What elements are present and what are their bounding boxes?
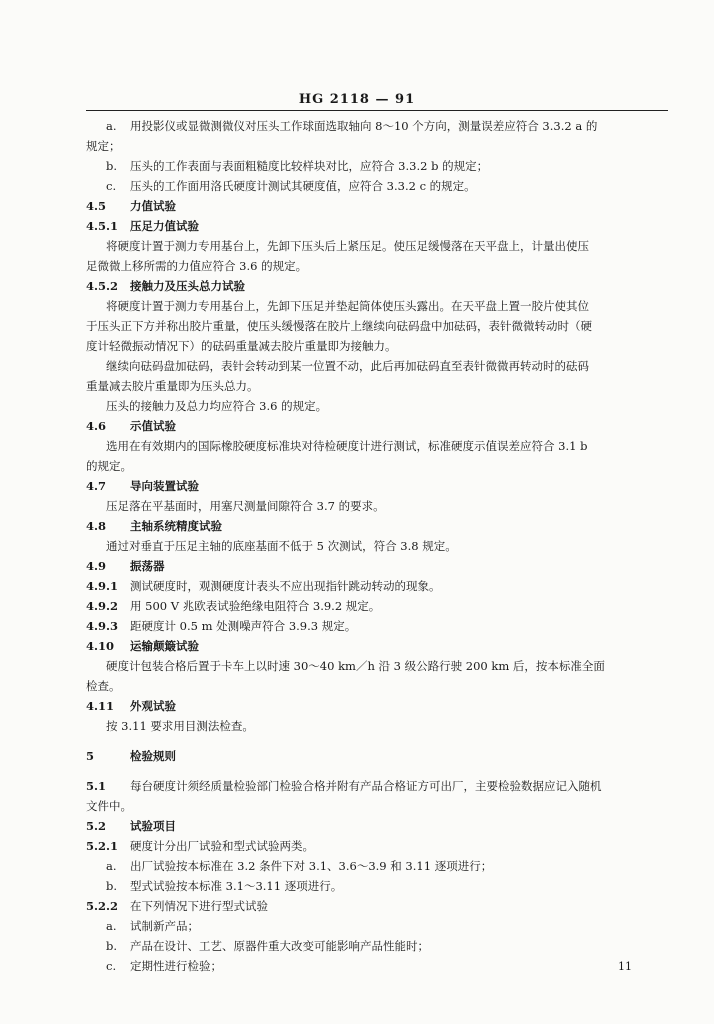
text-line bbox=[106, 939, 429, 953]
text-line bbox=[86, 599, 380, 613]
clause-number: 4.9.1 bbox=[86, 579, 119, 593]
text-line bbox=[86, 519, 222, 533]
clause-text: 用 500 V 兆欧表试验绝缘电阻符合 3.9.2 规定。 bbox=[130, 599, 381, 613]
text-line bbox=[86, 619, 356, 633]
header-rule bbox=[86, 110, 668, 111]
text-line bbox=[86, 779, 602, 793]
clause-number: a. bbox=[106, 119, 117, 133]
text-line bbox=[106, 179, 476, 193]
clause-number: 4.8 bbox=[86, 519, 107, 533]
text-line bbox=[86, 319, 592, 333]
text-line bbox=[86, 899, 268, 913]
text-line bbox=[86, 339, 397, 353]
clause-text: 距硬度计 0.5 m 处测噪声符合 3.9.3 规定。 bbox=[130, 619, 357, 633]
clause-text: 将硬度计置于测力专用基台上，先卸下压足并垫起筒体使压头露出。在天平盘上置一胶片使其位 bbox=[106, 299, 589, 313]
clause-number: 5.2.2 bbox=[86, 899, 119, 913]
clause-text: 压头的接触力及总力均应符合 3.6 的规定。 bbox=[106, 399, 328, 413]
text-line bbox=[106, 499, 385, 513]
clause-text: 通过对垂直于压足主轴的底座基面不低于 5 次测试，符合 3.8 规定。 bbox=[106, 539, 457, 553]
clause-text: 硬度计分出厂试验和型式试验两类。 bbox=[130, 839, 314, 853]
clause-text: 硬度计包装合格后置于卡车上以时速 30～40 km／h 沿 3 级公路行驶 200 km 后，按本标准全面 bbox=[106, 659, 605, 673]
section-heading: 外观试验 bbox=[130, 699, 176, 713]
clause-number: b. bbox=[106, 939, 118, 953]
clause-text: 重量减去胶片重量即为压头总力。 bbox=[86, 379, 259, 393]
section-heading: 试验项目 bbox=[130, 819, 176, 833]
text-line bbox=[106, 959, 222, 973]
clause-number: 4.5 bbox=[86, 199, 107, 213]
section-heading: 导向装置试验 bbox=[130, 479, 199, 493]
clause-text: 按 3.11 要求用目测法检查。 bbox=[106, 719, 254, 733]
clause-number: 4.5.1 bbox=[86, 219, 119, 233]
clause-number: 4.7 bbox=[86, 479, 107, 493]
text-line bbox=[106, 159, 488, 173]
clause-number: 4.9.3 bbox=[86, 619, 119, 633]
clause-number: 4.6 bbox=[86, 419, 107, 433]
text-line bbox=[86, 419, 176, 433]
text-line bbox=[86, 279, 245, 293]
page-number: 11 bbox=[618, 960, 632, 973]
section-heading: 示值试验 bbox=[130, 419, 176, 433]
clause-text: 规定； bbox=[86, 139, 121, 153]
clause-number: 4.11 bbox=[86, 699, 115, 713]
text-line bbox=[106, 359, 589, 373]
text-line bbox=[106, 539, 457, 553]
text-line bbox=[86, 679, 121, 693]
section-heading: 运输颠簸试验 bbox=[130, 639, 199, 653]
clause-number: 5 bbox=[86, 749, 95, 763]
clause-number: 4.10 bbox=[86, 639, 115, 653]
clause-number: c. bbox=[106, 959, 117, 973]
clause-number: b. bbox=[106, 879, 118, 893]
clause-number: 5.2 bbox=[86, 819, 107, 833]
text-line bbox=[86, 199, 176, 213]
clause-text: 压头的工作表面与表面粗糙度比较样块对比，应符合 3.3.2 b 的规定； bbox=[130, 159, 489, 173]
text-line bbox=[106, 859, 492, 873]
clause-number: 4.5.2 bbox=[86, 279, 119, 293]
text-line bbox=[86, 559, 165, 573]
text-line bbox=[106, 659, 605, 673]
standard-header: HG 2118 — 91 bbox=[298, 92, 416, 107]
clause-number: a. bbox=[106, 859, 117, 873]
clause-text: 在下列情况下进行型式试验 bbox=[130, 899, 268, 913]
clause-number: 5.2.1 bbox=[86, 839, 119, 853]
section-heading: 接触力及压头总力试验 bbox=[130, 279, 245, 293]
text-line bbox=[86, 749, 176, 763]
clause-text: 每台硬度计须经质量检验部门检验合格并附有产品合格证方可出厂，主要检验数据应记入随机 bbox=[130, 779, 602, 793]
clause-number: c. bbox=[106, 179, 117, 193]
clause-number: 4.9 bbox=[86, 559, 107, 573]
clause-number: b. bbox=[106, 159, 118, 173]
clause-text: 将硬度计置于测力专用基台上，先卸下压头后上紧压足。使压足缓慢落在天平盘上，计量出使压 bbox=[106, 239, 589, 253]
text-line bbox=[86, 839, 314, 853]
clause-text: 试制新产品； bbox=[130, 919, 199, 933]
clause-number: 4.9.2 bbox=[86, 599, 119, 613]
text-line bbox=[86, 379, 259, 393]
text-line bbox=[86, 699, 176, 713]
clause-text: 的规定。 bbox=[86, 459, 132, 473]
section-heading: 压足力值试验 bbox=[130, 219, 199, 233]
section-heading: 主轴系统精度试验 bbox=[130, 519, 222, 533]
text-line bbox=[86, 219, 199, 233]
clause-text: 压头的工作面用洛氏硬度计测试其硬度值，应符合 3.3.2 c 的规定。 bbox=[130, 179, 476, 193]
clause-number: a. bbox=[106, 919, 117, 933]
text-line bbox=[86, 579, 441, 593]
clause-text: 压足落在平基面时，用塞尺测量间隙符合 3.7 的要求。 bbox=[106, 499, 385, 513]
text-line bbox=[86, 459, 132, 473]
clause-text: 足微微上移所需的力值应符合 3.6 的规定。 bbox=[86, 259, 308, 273]
text-line bbox=[106, 879, 342, 893]
text-line bbox=[106, 439, 587, 453]
text-line bbox=[86, 479, 199, 493]
text-line bbox=[86, 799, 132, 813]
clause-text: 于压头正下方并称出胶片重量，使压头缓慢落在胶片上继续向砝码盘中加砝码，表针微微转动时（硬 bbox=[86, 319, 592, 333]
clause-number: 5.1 bbox=[86, 779, 107, 793]
text-line bbox=[106, 719, 254, 733]
text-line bbox=[106, 119, 597, 133]
clause-text: 用投影仪或显微测微仪对压头工作球面选取轴向 8～10 个方向，测量误差应符合 3.3.2 a 的 bbox=[130, 119, 598, 133]
text-line bbox=[86, 139, 121, 153]
clause-text: 型式试验按本标准 3.1～3.11 逐项进行。 bbox=[130, 879, 343, 893]
section-heading: 力值试验 bbox=[130, 199, 176, 213]
clause-text: 定期性进行检验； bbox=[130, 959, 222, 973]
text-line bbox=[86, 819, 176, 833]
text-line bbox=[86, 259, 307, 273]
text-line bbox=[86, 639, 199, 653]
clause-text: 继续向砝码盘加砝码，表针会转动到某一位置不动，此后再加砝码直至表针微微再转动时的砝码 bbox=[106, 359, 589, 373]
section-heading: 检验规则 bbox=[130, 749, 176, 763]
clause-text: 出厂试验按本标准在 3.2 条件下对 3.1、3.6～3.9 和 3.11 逐项进行； bbox=[130, 859, 493, 873]
section-heading: 振荡器 bbox=[130, 559, 165, 573]
text-line bbox=[106, 919, 199, 933]
clause-text: 文件中。 bbox=[86, 799, 132, 813]
text-line bbox=[106, 299, 589, 313]
clause-text: 测试硬度时，观测硬度计表头不应出现指针跳动转动的现象。 bbox=[130, 579, 441, 593]
text-line bbox=[106, 239, 589, 253]
clause-text: 选用在有效期内的国际橡胶硬度标准块对待检硬度计进行测试，标准硬度示值误差应符合 3.1 b bbox=[106, 439, 588, 453]
clause-text: 检查。 bbox=[86, 679, 121, 693]
text-line bbox=[106, 399, 327, 413]
clause-text: 产品在设计、工艺、原器件重大改变可能影响产品性能时； bbox=[130, 939, 429, 953]
clause-text: 度计轻微振动情况下）的砝码重量减去胶片重量即为接触力。 bbox=[86, 339, 397, 353]
